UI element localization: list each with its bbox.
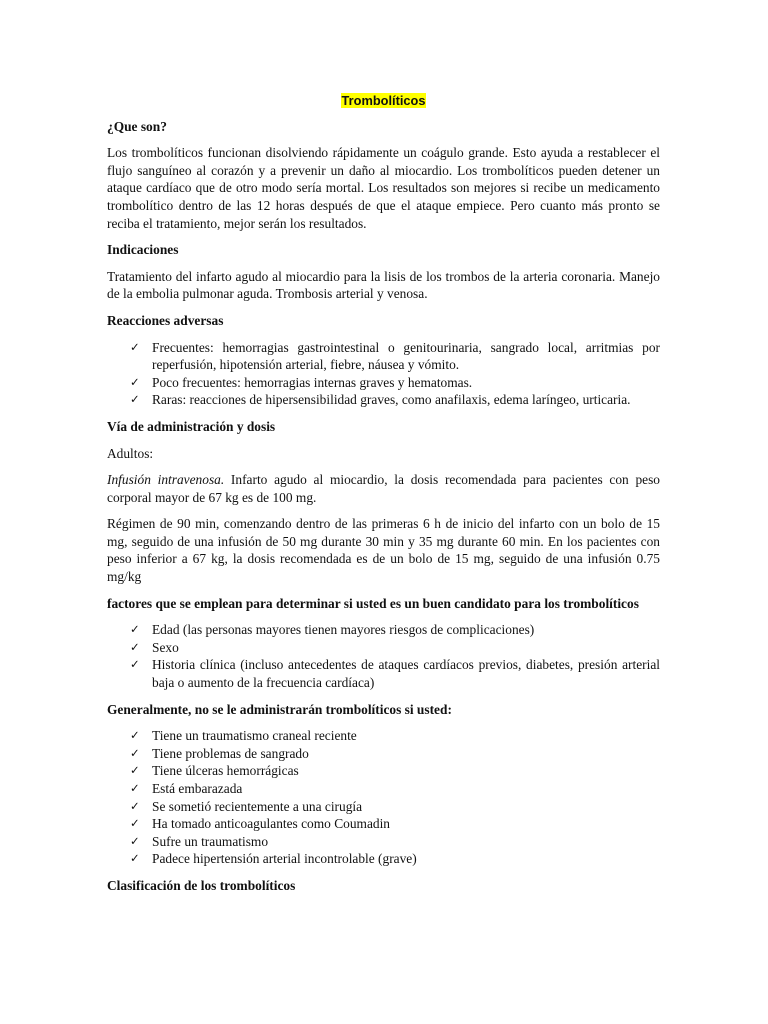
heading-via: Vía de administración y dosis xyxy=(107,418,276,434)
check-icon: ✓ xyxy=(130,798,140,813)
list-item: ✓ Tiene úlceras hemorrágicas xyxy=(130,763,299,779)
paragraph-indicaciones: Tratamiento del infarto agudo al miocardio para la lisis de los trombos de la arteria coronaria. Manejo de la embolia pulmonar aguda. Trombosis arterial y venosa. xyxy=(107,268,660,302)
list-item: ✓ Poco frecuentes: hemorragias internas graves y hematomas. xyxy=(130,374,473,390)
list-item: ✓ Se sometió recientemente a una cirugía xyxy=(130,798,363,814)
infusion-label: Infusión intravenosa. xyxy=(107,472,225,488)
check-icon: ✓ xyxy=(130,833,140,848)
infusion-text: Infarto agudo al miocardio, la dosis recomendada para pacientes con peso corporal mayor de 67 kg es de 100 mg. xyxy=(107,472,660,505)
paragraph-adultos: Adultos: xyxy=(107,445,154,461)
check-icon: ✓ xyxy=(130,622,140,637)
title-block xyxy=(107,92,660,110)
check-icon: ✓ xyxy=(130,339,140,354)
check-icon: ✓ xyxy=(130,639,140,654)
check-icon: ✓ xyxy=(130,851,140,866)
check-icon: ✓ xyxy=(130,781,140,795)
document-title: Trombolíticos xyxy=(341,93,426,108)
heading-clasificacion: Clasificación de los trombolíticos xyxy=(107,877,296,893)
list-item: ✓ Tiene un traumatismo craneal reciente xyxy=(130,728,357,744)
list-generalmente xyxy=(107,727,660,868)
list-reacciones xyxy=(107,339,660,409)
paragraph-regimen: Régimen de 90 min, comenzando dentro de las primeras 6 h de inicio del infarto con un bolo de 15 mg, seguido de una infusión de 50 mg durante 30 min y 35 mg durante 60 min. En los pacientes con peso inferior a 67 kg, la dosis recomendada es de un bolo de 15 mg, seguido de una infusión 0.75 mg/kg xyxy=(107,516,660,585)
check-icon: ✓ xyxy=(130,745,140,760)
heading-indicaciones: Indicaciones xyxy=(107,242,179,258)
list-factores xyxy=(107,621,660,691)
check-icon: ✓ xyxy=(130,657,140,672)
heading-generalmente: Generalmente, no se le administrarán trombolíticos si usted: xyxy=(107,701,452,717)
paragraph-infusion xyxy=(107,471,660,506)
list-item: ✓ Frecuentes: hemorragias gastrointestinal o genitourinaria, sangrado local, arritmias por reperfusión, hipotensión arterial, fiebre, náusea y vómito. xyxy=(130,339,660,373)
paragraph-que-son: Los trombolíticos funcionan disolviendo rápidamente un coágulo grande. Esto ayuda a restablecer el flujo sanguíneo al corazón y a prevenir un daño al miocardio. Los trombolíticos pueden detener un ataque cardíaco que de otro modo sería mortal. Los resultados son mejores si recibe un medicamento trombolítico dentro de las 12 horas después de que el ataque empiece. Pero cuanto más pronto se reciba el tratamiento, mejor serán los resultados. xyxy=(107,145,660,231)
list-item: ✓ Padece hipertensión arterial incontrolable (grave) xyxy=(130,851,417,867)
check-icon: ✓ xyxy=(130,763,140,778)
list-item: ✓ Sexo xyxy=(130,639,179,655)
check-icon: ✓ xyxy=(130,374,140,389)
check-icon: ✓ xyxy=(130,728,140,743)
check-icon: ✓ xyxy=(130,816,140,831)
heading-reacciones: Reacciones adversas xyxy=(107,312,224,328)
heading-factores: factores que se emplean para determinar si usted es un buen candidato para los trombolíticos xyxy=(107,595,639,611)
list-item: ✓ Historia clínica (incluso antecedentes de ataques cardíacos previos, diabetes, presión arterial baja o aumento de la frecuencia cardíaca) xyxy=(130,657,660,691)
list-item: ✓ Está embarazada xyxy=(130,781,243,796)
list-item: ✓ Ha tomado anticoagulantes como Coumadin xyxy=(130,816,390,832)
heading-que-son: ¿Que son? xyxy=(107,118,167,134)
list-item: ✓ Tiene problemas de sangrado xyxy=(130,745,309,761)
list-item: ✓ Raras: reacciones de hipersensibilidad graves, como anafilaxis, edema laríngeo, urticaria. xyxy=(130,392,631,408)
list-item: ✓ Sufre un traumatismo xyxy=(130,833,269,849)
check-icon: ✓ xyxy=(130,392,140,407)
list-item: ✓ Edad (las personas mayores tienen mayores riesgos de complicaciones) xyxy=(130,622,535,638)
